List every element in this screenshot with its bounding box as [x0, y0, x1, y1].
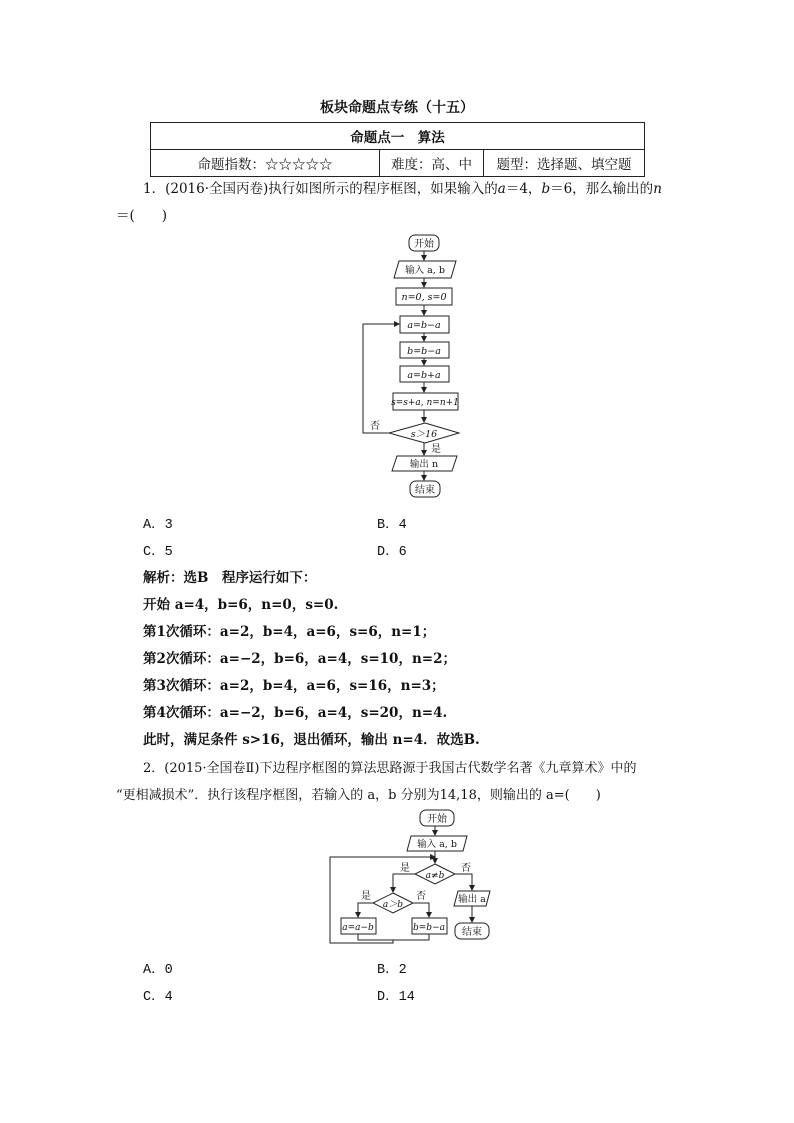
flow2-right-label: b=b−a: [413, 923, 445, 933]
flow2-yes2-label: 是: [361, 891, 371, 902]
q2-option-b: B．2: [377, 963, 407, 978]
flow2-no1-label: 否: [461, 863, 471, 874]
flow2-cond1-label: a≠b: [425, 871, 445, 881]
flow1-step2-label: b=b−a: [407, 346, 441, 357]
flow1-step3-label: a=b+a: [407, 370, 441, 381]
topic-title: 命题点一 算法: [151, 123, 645, 150]
topic-types: 题型：选择题、填空题: [484, 150, 645, 177]
flow1-end-label: 结束: [415, 485, 435, 496]
flow1-yes-label: 是: [431, 444, 441, 455]
q2-flowchart: [325, 805, 505, 945]
q1-option-a: A．3: [143, 518, 173, 533]
topic-header-table: [150, 122, 645, 177]
q2-option-a: A．0: [143, 963, 173, 978]
flow2-left-label: a=a−b: [342, 923, 374, 933]
flow1-input-label: 输入 a, b: [405, 265, 445, 276]
page-title: 板块命题点专练（十五）: [320, 100, 474, 116]
flow1-step1-label: a=b−a: [407, 320, 441, 331]
topic-difficulty: 难度：高、中: [380, 150, 484, 177]
solution-line-7: 此时，满足条件 s>16，退出循环，输出 n=4．故选B.: [143, 732, 480, 748]
flow2-end-label: 结束: [462, 927, 482, 938]
flow1-start-label: 开始: [414, 239, 434, 250]
q2-stem-line1: 2．(2015·全国卷Ⅱ)下边程序框图的算法思路源于我国古代数学名著《九章算术》中的: [143, 761, 637, 776]
flow1-cond-label: s＞16: [410, 429, 438, 440]
solution-line-4: 第2次循环：a=−2，b=6，a=4，s=10，n=2；: [143, 651, 456, 667]
q1-option-d: D．6: [377, 545, 407, 560]
q2-option-d: D．14: [377, 990, 415, 1005]
solution-line-3: 第1次循环：a=2，b=4，a=6，s=6，n=1；: [143, 624, 436, 640]
flow2-start-label: 开始: [427, 814, 447, 825]
q1-stem-line2: ＝( ): [116, 208, 168, 224]
q2-option-c: C．4: [143, 990, 173, 1005]
solution-line-5: 第3次循环：a=2，b=4，a=6，s=16，n=3；: [143, 678, 445, 694]
solution-line-6: 第4次循环：a=−2，b=6，a=4，s=20，n=4.: [143, 705, 448, 721]
q1-option-c: C．5: [143, 545, 173, 560]
q1-option-b: B．4: [377, 518, 407, 533]
flow2-no2-label: 否: [416, 891, 426, 902]
flow2-cond2-label: a＞b: [382, 900, 404, 910]
topic-index: 命题指数：☆☆☆☆☆: [151, 150, 380, 177]
flow2-output-label: 输出 a: [458, 894, 486, 905]
flow1-step4-label: s=s+a, n=n+1: [391, 398, 459, 408]
solution-line-2: 开始 a=4，b=6，n=0，s=0.: [143, 597, 339, 613]
flow2-yes1-label: 是: [400, 863, 410, 874]
q1-stem-line1: 1．(2016·全国丙卷)执行如图所示的程序框图，如果输入的a＝4，b＝6，那么输出的n: [143, 181, 662, 197]
q2-stem-line2: “更相减损术”．执行该程序框图，若输入的 a，b 分别为14,18，则输出的 a=( ): [116, 788, 601, 803]
flow1-output-label: 输出 n: [409, 459, 439, 470]
solution-line-1: 解析：选B 程序运行如下：: [143, 570, 317, 586]
flow2-input-label: 输入 a, b: [417, 839, 457, 850]
flow1-no-label: 否: [370, 421, 380, 432]
flow1-init-label: n=0, s=0: [401, 292, 447, 303]
q1-flowchart: [350, 230, 480, 505]
